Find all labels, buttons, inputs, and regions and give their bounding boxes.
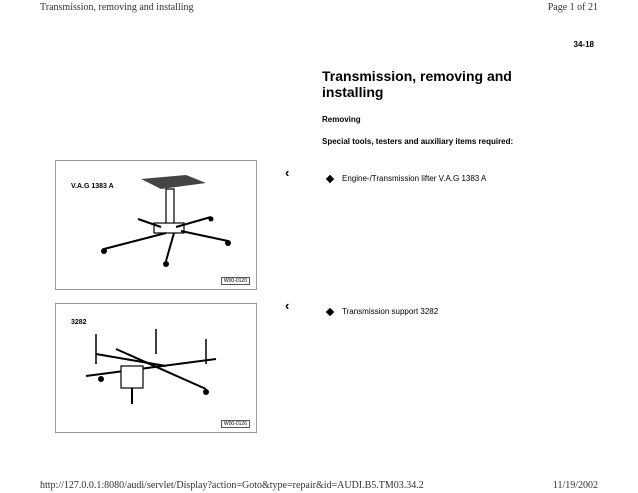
list-item [327,174,486,183]
arrow-icon: ‹ [285,165,290,180]
footer-date: 11/19/2002 [552,480,598,491]
figure-support [55,303,257,433]
figure-label: 3282 [71,319,87,326]
figure-lifter [55,160,257,290]
figure-label: V.A.G 1383 A [71,183,114,190]
section-number: 34-18 [573,40,594,49]
tools-heading: Special tools, testers and auxiliary items required: [322,137,514,146]
list-item-text: Transmission support 3282 [342,307,439,316]
diamond-bullet-icon [326,174,334,182]
page-title: Transmission, removing and installing [322,68,512,100]
diamond-bullet-icon [326,307,334,315]
lifter-illustration [56,161,256,289]
header-page: Page 1 of 21 [547,2,598,13]
figure-code: W00-0126 [221,420,250,428]
subheading: Removing [322,115,361,124]
list-item-text: Engine-/Transmission lifter V.A.G 1383 A [342,174,487,183]
header-title: Transmission, removing and installing [40,2,194,13]
arrow-icon: ‹ [285,298,290,313]
support-illustration [56,304,256,432]
footer-url[interactable]: http://127.0.0.1:8080/audi/servlet/Display?action=Goto&type=repair&id=AUDI.B5.TM03.34.2 [40,480,424,491]
list-item [327,307,438,316]
figure-code: W00-0120 [221,277,250,285]
